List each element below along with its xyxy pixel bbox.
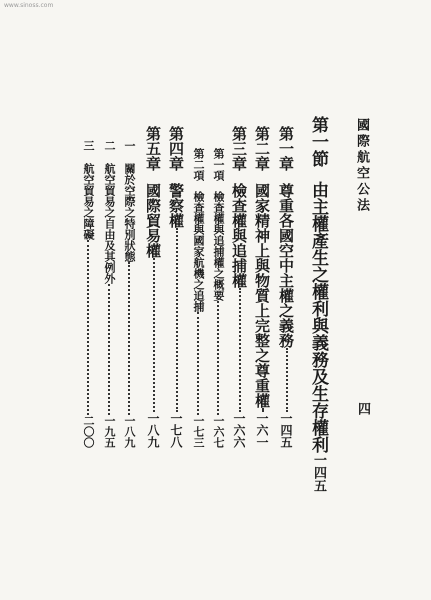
toc-leader <box>286 348 288 412</box>
toc-leader <box>87 240 89 415</box>
toc-page: 一六一 <box>255 412 269 448</box>
toc-leader <box>197 312 199 415</box>
toc-title: 關於空際之特別狀態 <box>123 163 136 262</box>
toc-label: 第二項 <box>192 148 205 181</box>
toc-title: 國家精神上與物質上完整之尊重權 <box>253 183 271 408</box>
toc-page: 一八九 <box>123 415 136 448</box>
toc-entry-chapter-1 <box>276 126 297 448</box>
toc-leader <box>239 288 241 412</box>
toc-label: 第三章 <box>230 126 248 171</box>
toc-label: 第一項 <box>212 148 225 181</box>
toc-page: 一六六 <box>232 412 246 448</box>
toc-leader <box>153 258 155 412</box>
toc-entry-chapter-5 <box>143 126 164 448</box>
toc-label: 三 <box>82 140 95 151</box>
toc-page: 一七八 <box>169 412 183 448</box>
toc-page: 一七三 <box>192 415 205 448</box>
toc-label: 二 <box>103 140 116 151</box>
toc-page: 一八九 <box>146 412 160 448</box>
toc-title: 檢查權與追捕權 <box>230 183 248 288</box>
toc-entry-section-1 <box>306 116 331 492</box>
toc-entry-chapter-3 <box>229 126 250 448</box>
toc-leader <box>128 262 130 415</box>
toc-title: 由主權產生之權利與義務及生存權利 <box>308 181 328 453</box>
toc-title: 國際貿易權 <box>144 183 162 258</box>
toc-leader <box>108 284 110 415</box>
toc-entry-sub-3 <box>80 140 96 448</box>
toc-leader <box>176 228 178 412</box>
toc-page: 一六七 <box>212 415 225 448</box>
running-header: 國際航空公法 <box>354 118 369 214</box>
toc-label: 第一節 <box>308 116 328 167</box>
toc-entry-item-2 <box>190 148 206 448</box>
toc-label: 第二章 <box>253 126 271 171</box>
toc-label: 一 <box>123 140 136 151</box>
toc-page: 一九五 <box>103 415 116 448</box>
toc-page: 一四五 <box>279 412 293 448</box>
toc-entry-sub-2 <box>101 140 117 448</box>
toc-title: 檢查權與追捕權之概要 <box>212 191 225 301</box>
page-number: 四 <box>355 402 370 415</box>
toc-title: 尊重各國空中主權之義務 <box>277 183 295 348</box>
toc-label: 第四章 <box>167 126 185 171</box>
toc-entry-item-1 <box>210 148 226 448</box>
toc-title: 航空貿易之障礙 <box>82 163 95 240</box>
toc-title: 航空貿易之自由及其例外 <box>103 163 116 284</box>
toc-page: 一四五 <box>311 453 326 492</box>
toc-title: 檢查權與國家航機之追捕 <box>192 191 205 312</box>
toc-leader <box>217 301 219 415</box>
toc-label: 第一章 <box>277 126 295 171</box>
toc-entry-chapter-4 <box>166 126 187 448</box>
toc-entry-sub-1 <box>121 140 137 448</box>
toc-title: 警察權 <box>167 183 185 228</box>
toc-label: 第五章 <box>144 126 162 171</box>
toc-page: 二〇〇 <box>82 415 95 448</box>
watermark: www.sinoss.com <box>4 2 54 9</box>
toc-entry-chapter-2 <box>252 126 273 448</box>
